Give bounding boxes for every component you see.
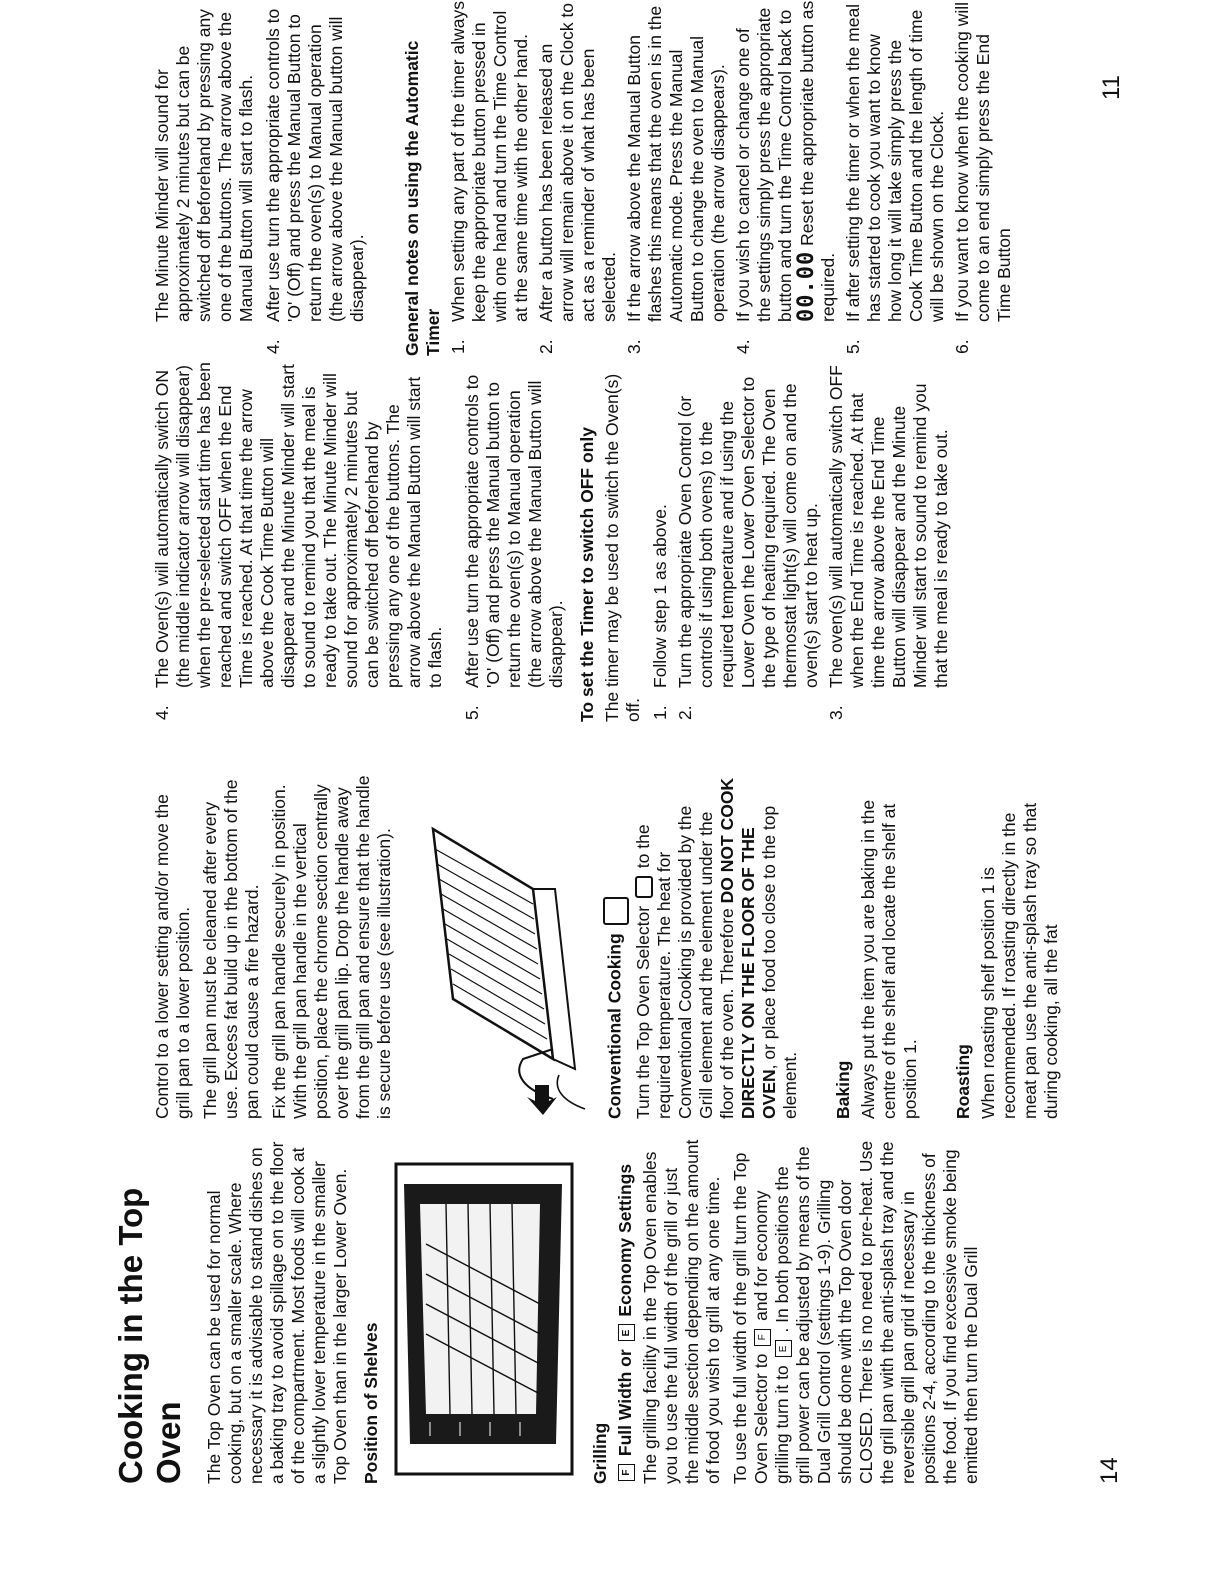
page-number-right: 11 (1098, 75, 1125, 100)
grilling-paragraph-1: The grilling facility in the Top Oven enables you to use the full width of the grill or just the middle section depending on the amount of food you wish to grill at any one time. (640, 1139, 723, 1484)
left-column-a (112, 1139, 988, 1484)
after-use-list (263, 0, 368, 356)
minute-minder-paragraph: The Minute Minder will sound for approximately 2 minutes but can be switched off beforehand by pressing any one of the buttons. The arrow above the Manual Button will start to flash. (152, 9, 256, 322)
left-column-b (152, 774, 1068, 1119)
grilling-subheading: F Full Width or E Economy Settings (615, 1139, 636, 1484)
full-width-grill-icon: F (618, 1464, 635, 1481)
list-item: 4. The Oven(s) will automatically switch ON (the middle indicator arrow will disappear) when the pre-selected start time has been reached and switch OFF when the End Time is reached. At that time the arrow above the Cook Time Button will disappear and the Minute Minder will start to sound to remind you that the meal is ready to take out. The Minute Minder will sound for approximately 2 minutes but can be switched off beforehand by pressing any one of the buttons. The arrow above the Manual Button will start to flash. (152, 362, 445, 720)
timer-off-steps-list (650, 362, 952, 722)
list-item: 2. After a button has been released an arrow will remain above it on the Clock to act as a reminder of what has been selected. (536, 2, 619, 354)
list-item: 1. Follow step 1 as above. (650, 504, 670, 720)
roasting-heading: Roasting (953, 1044, 973, 1119)
timer-off-intro: The timer may be used to switch the Oven(s) off. (602, 373, 643, 722)
general-notes-list (448, 0, 1015, 356)
economy-grill-icon: E (618, 1324, 635, 1341)
baking-paragraph: Always put the item you are baking in the centre of the shelf and locate the shelf at position 1. (858, 799, 920, 1119)
automatic-steps-list (152, 362, 567, 722)
list-item: 5. After use turn the appropriate controls to 'O' (Off) and press the Manual button to return the oven(s) to Manual operation (the arrow above the Manual Button will disappear). (462, 374, 566, 720)
list-item: 5. If after setting the timer or when the meal has started to cook you want to know how long it will take simply press the Cook Time Button and the length of time will be shown on the Clock. (843, 3, 947, 354)
page-title: Cooking in the Top Oven (112, 1187, 187, 1484)
right-column-b (152, 0, 1023, 356)
page-number-left: 14 (1096, 1457, 1123, 1484)
list-item: 2. Turn the appropriate Oven Control (or controls if using both ovens) to the required temperature and if using the Lower Oven the Lower Oven Selector to the type of heating required. The Oven thermostat light(s) will come on and the oven(s) start to heat up. (675, 376, 821, 720)
full-width-grill-icon: F (754, 1329, 771, 1346)
list-item: 1. When setting any part of the timer always keep the appropriate button pressed in with one hand and turn the Time Control at the same time with the other hand. (448, 1, 531, 354)
general-notes-heading: General notes on using the Automatic Timer (402, 40, 443, 356)
grill-pan-handle-paragraph: Fix the grill pan handle securely in position. With the grill pan handle in the vertical position, place the chrome section centrally over the grill pan lip. Drop the handle away from the grill pan and ensure that the handle is secure before use (see illustration). (269, 775, 394, 1119)
shelf-positions-illustration (390, 1139, 580, 1484)
list-item: 6. If you want to know when the cooking will come to an end simply press the End Time Button (952, 1, 1014, 354)
shelves-heading: Position of Shelves (361, 1322, 381, 1484)
conventional-cooking-icon (635, 876, 653, 898)
right-column-a (152, 362, 960, 722)
intro-paragraph: The Top Oven can be used for normal cooking, but on a smaller scale. Where necessary it is advisable to stand dishes on a baking tray to avoid spillage on to the floor of the compartment. Most foods will cook at a slightly lower temperature in the smaller Top Oven than in the larger Lower Oven. (204, 1141, 350, 1484)
list-item: 3. The oven(s) will automatically switch OFF when the End Time is reached. At that time the arrow above the End Time Button will disappear and the Minute Minder will start to sound to remind you that the meal is ready to take out. (826, 365, 951, 720)
grilling-paragraph-2: To use the full width of the grill turn the Top Oven Selector to F and for economy grilling turn it to E . In both positions the grill power can be adjusted by means of the Dual Grill Control (settings 1-9). Grilling should be done with the Top Oven door CLOSED. There is no need to pre-heat. Use the grill pan with the anti-splash tray and the reversible grill pan grid if necessary in positions 2-4, according to the thickness of the food. If you find excessive smoke being emitted then turn the Dual Grill (730, 1140, 981, 1484)
grilling-heading: Grilling (590, 1422, 610, 1484)
roasting-paragraph: When roasting shelf position 1 is recommended. If roasting directly in the meat pan use the anti-splash tray so that during cooking, all the fat (978, 802, 1061, 1119)
timer-off-heading: To set the Timer to switch OFF only (577, 427, 597, 722)
conventional-cooking-paragraph: Turn the Top Oven Selector to the required temperature. The heat for Conventional Cooking is provided by the Grill element and the element under the floor of the oven. Therefore DO NOT COOK DIRECTLY ON THE FLOOR OF THE OVEN, or place food too close to the top element. (633, 777, 800, 1119)
clock-reset-display: 00.00 (794, 250, 819, 322)
economy-grill-icon: E (775, 1340, 792, 1357)
conventional-cooking-heading: Conventional Cooking (603, 774, 629, 1119)
conventional-cooking-icon (603, 897, 629, 925)
list-item: 4. If you wish to cancel or change one of the settings simply press the appropriate button and turn the Time Control back to 00.00 Reset the appropriate button as required. (733, 0, 838, 354)
baking-heading: Baking (833, 1060, 853, 1119)
grill-pan-clean-paragraph: The grill pan must be cleaned after every use. Excess fat build up in the bottom of the pan could cause a fire hazard. (200, 779, 262, 1119)
grill-pan-handle-illustration (403, 774, 593, 1119)
warning-text: DO NOT COOK DIRECTLY ON THE FLOOR OF THE OVEN (717, 777, 779, 1119)
list-item: 3. If the arrow above the Manual Button flashes this means that the oven is in the Automatic mode. Press the Manual Button to change the oven to Manual operation (the arrow disappears). (624, 5, 728, 354)
grill-control-paragraph: Control to a lower setting and/or move the grill pan to a lower position. (152, 794, 193, 1119)
list-item: 4. After use turn the appropriate controls to 'O' (Off) and press the Manual Button to return the oven(s) to Manual operation (the arrow above the Manual button will disappear). (263, 8, 367, 354)
